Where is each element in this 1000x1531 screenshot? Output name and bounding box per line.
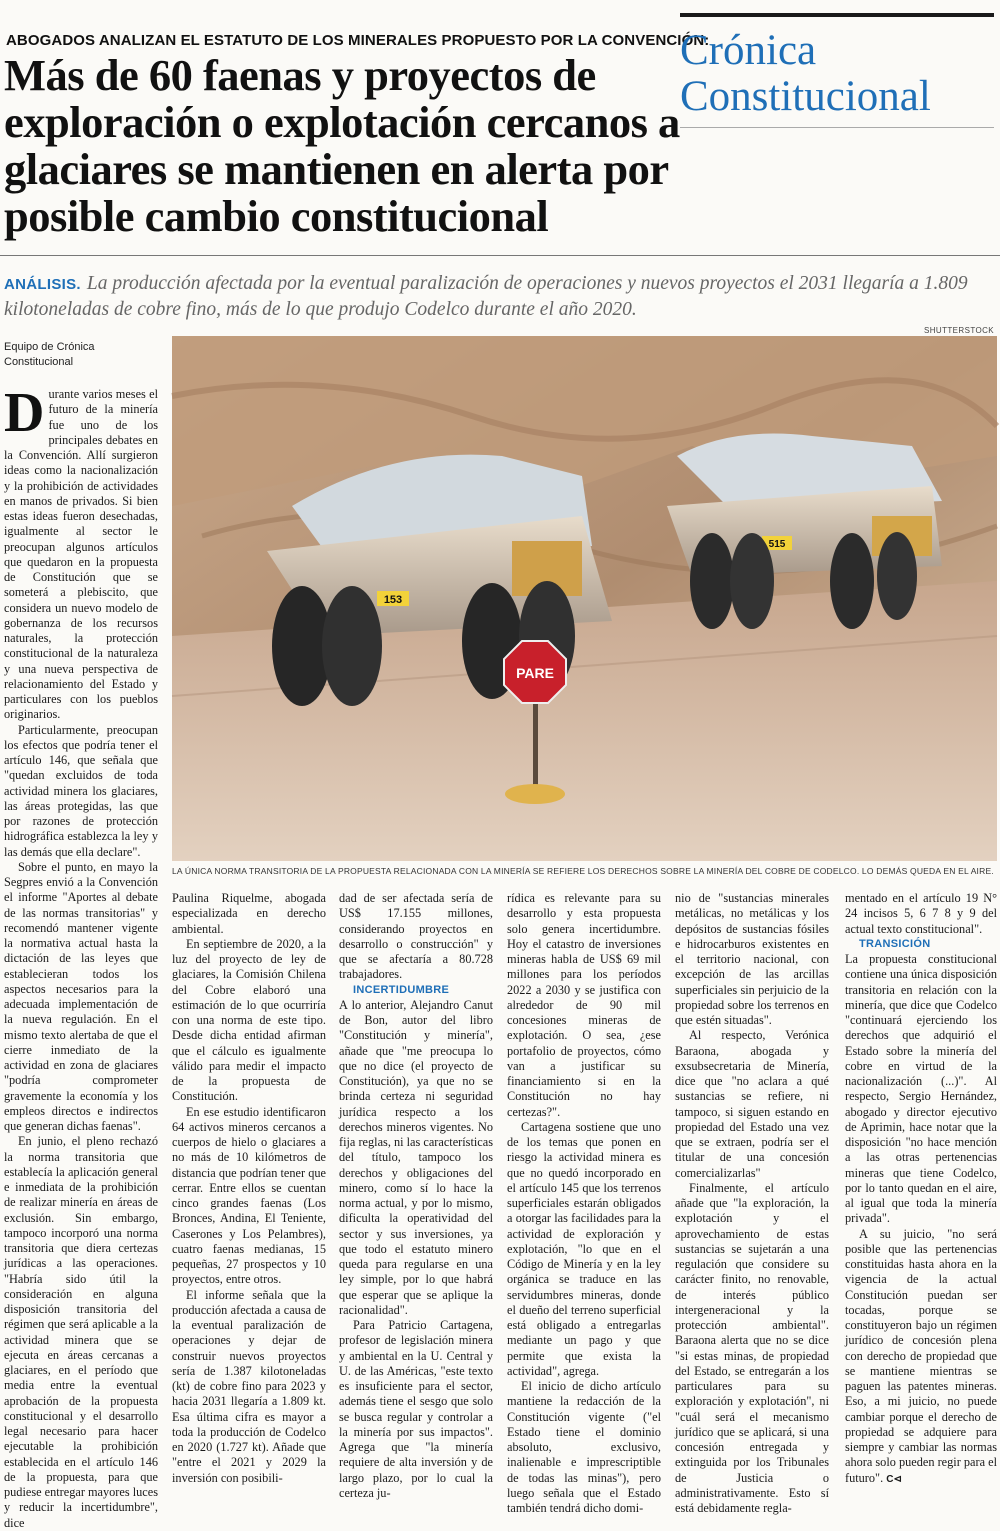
paragraph: Durante varios meses el futuro de la minería fue uno de los principales debates en la Convención. Allí surgieron ideas como la nacionalización y la prohibición de actividades en manos de privados. Si bien estas ideas fueron desechadas, igualmente al sector le preocupan algunos artículos que quedaron en la propuesta de Constitución que se someterá a plebiscito, que considera un nuevo modelo de gobernanza de los recursos naturales, la protección constitucional de la naturaleza y una nueva perspectiva de relacionamiento del Estado y particulares con los pueblos originarios. bbox=[4, 382, 158, 722]
paragraph: Paulina Riquelme, abogada especializada en derecho ambiental. bbox=[172, 891, 326, 936]
mining-trucks-photo bbox=[172, 336, 997, 861]
paragraph: Finalmente, el artículo añade que "la exploración, la explotación y el aprovechamiento de estas sustancias se sujetarán a una regulación que considere su carácter finito, no renovable, de interés público intergeneracional y la protección ambiental". Baraona alerta que no se dice "si estas minas, de propiedad del Estado, se entregarán a los particulares para su exploración y explotación", ni "cuál será el mecanismo jurídico que se aplicará, si una concesión entregada y extinguida por los Tribunales de Justicia o administrativamente. Esto sí está debidamente regla- bbox=[675, 1180, 829, 1515]
subhead-transicion: TRANSICIÓN bbox=[859, 937, 931, 950]
byline-line1: Equipo de Crónica bbox=[4, 341, 95, 353]
dropcap: D bbox=[4, 382, 45, 444]
section-rule-bottom bbox=[680, 127, 994, 128]
byline-line2: Constitucional bbox=[4, 356, 74, 368]
end-mark: C⊲ bbox=[886, 1473, 902, 1485]
paragraph: nio de "sustancias minerales metálicas, no metálicas y los depósitos de sustancias fósiles e hidrocarburos existentes en el territorio nacional, con excepción de las arcillas superficiales sin perjuicio de la propiedad sobre los terrenos en que estén situadas". bbox=[675, 891, 829, 1027]
body-column-6 bbox=[845, 891, 997, 1485]
paragraph: El inicio de dicho artículo mantiene la redacción de la Constitución vigente ("el Estado tiene el dominio absoluto, exclusivo, inalienable e imprescriptible de todas las minas"), pero luego señala que el Estado también tendrá dicho domi- bbox=[507, 1379, 661, 1515]
byline bbox=[4, 340, 164, 370]
paragraph: A lo anterior, Alejandro Canut de Bon, autor del libro "Constitución y minería", añade que "me preocupa lo que no dice (el proyecto de Constitución), ya que no se brinda certeza ni seguridad jurídica respecto a los derechos mineros vigentes. No fija reglas, ni las características del título, tampoco los derechos y obligaciones del minero, como sí lo hace la norma actual, y por lo mismo, dificulta la operatividad del sector y sus inversiones, ya que todo el estatuto minero queda para regularse en una ley simple, por lo que habrá que esperar que se aplique la racionalidad". bbox=[339, 997, 493, 1317]
paragraph: Particularmente, preocupan los efectos que podría tener el artículo 146, que señala que "quedan excluidos de toda actividad minera los glaciares, las áreas protegidas, las que por razones de protección hidrográfica establezca la ley y las demás que ella declare". bbox=[4, 722, 158, 859]
deck bbox=[4, 271, 994, 322]
section-title-line1: Crónica bbox=[680, 27, 817, 74]
paragraph: Para Patricio Cartagena, profesor de legislación minera y ambiental en la U. Central y U. de las Américas, "este texto es insuficiente para el sector, además tiene el sesgo que solo se busca regular y controlar a la minería por sus impactos". Agrega que "la minería requiere de alta inversión y de largo plazo, por lo cual la certeza ju- bbox=[339, 1318, 493, 1500]
paragraph: La propuesta constitucional contiene una única disposición transitoria en relación con la minería, que dice que Codelco "continuará ejerciendo los derechos que adquirió el Estado sobre la minería del cobre en virtud de la nacionalización (...)". Al respecto, Sergio Hernández, abogado y director ejecutivo de Aprimin, hace notar que la disposición "no hace mención a las otras pertenencias mineras que tiene Codelco, por lo tanto quedan en el aire, al igual que toda la minería privada". bbox=[845, 952, 997, 1226]
paragraph: dad de ser afectada sería de US$ 17.155 millones, considerando proyectos en desarrollo o construcción" y que se afectaría a 80.728 trabajadores. bbox=[339, 891, 493, 982]
photo-caption: LA ÚNICA NORMA TRANSITORIA DE LA PROPUESTA RELACIONADA CON LA MINERÍA SE REFIERE LOS DERECHOS SOBRE LA MINERÍA DEL COBRE DE CODELCO. LO DEMÁS QUEDA EN EL AIRE. bbox=[172, 866, 994, 876]
paragraph: El informe señala que la producción afectada a causa de la eventual paralización de operaciones y dejar de construir nuevos proyectos sería de 1.387 kilotoneladas (kt) de cobre fino para 2023 y hacia 2031 llegaría a 1.809 kt. Esa última cifra es mayor a toda la producción de Codelco en 2020 (1.727 kt). Añade que "entre el 2021 y 2029 la inversión con posibili- bbox=[172, 1287, 326, 1485]
paragraph: mentado en el artículo 19 N° 24 incisos 5, 6 7 8 y 9 del actual texto constitucional". bbox=[845, 891, 997, 936]
photo-credit: SHUTTERSTOCK bbox=[924, 326, 994, 335]
deck-text: La producción afectada por la eventual paralización de operaciones y nuevos proyectos el 2031 llegaría a 1.809 kilotoneladas de cobre fino, más de lo que produjo Codelco durante el año 2020. bbox=[4, 273, 968, 320]
subhead-incertidumbre: INCERTIDUMBRE bbox=[353, 983, 450, 996]
section-title bbox=[680, 28, 996, 120]
paragraph: Sobre el punto, en mayo la Segpres envió a la Convención el informe "Aportes al debate de las normas transitorias" y recomendó mantener vigente la normativa actual hasta la dictación de las leyes que establecieran todos los aspectos necesarios para la adecuada implementación de la nueva regulación. En el mismo texto alertaba de que el cierre inmediato de la actividad en zona de glaciares "podría comprometer gravemente la economía y los empleos directos e indirectos que generan dichas faenas". bbox=[4, 859, 158, 1133]
paragraph: En junio, el pleno rechazó la norma transitoria que establecía la aplicación general e inmediata de la prohibición de realizar minería en áreas de exclusión. Sin embargo, tampoco incorporó una norma transitoria que diera certezas jurídicas a las operaciones. "Habría sido útil la consideración en alguna disposición transitoria del régimen que será aplicable a la actividad minera que se ejecuta en áreas cercanas a glaciares, en el período que media entre la eventual aprobación de la propuesta constitucional y el desarrollo legal necesario para hacer ejecutable la prohibición establecida en el artículo 146 de la propuesta, para que pudiese entregar mayores luces y reducir la incertidumbre", dice bbox=[4, 1134, 158, 1530]
stop-sign-text: PARE bbox=[516, 665, 554, 681]
headline-divider bbox=[0, 255, 1000, 256]
paragraph: En septiembre de 2020, a la luz del proyecto de ley de glaciares, la Comisión Chilena del Cobre elaboró una estimación de lo que ocurriría con una norma de este tipo. Desde dicha entidad afirman que el cálculo es igualmente válido para medir el impacto de la propuesta de Constitución. bbox=[172, 936, 326, 1104]
paragraph: En ese estudio identificaron 64 activos mineros cercanos a cuerpos de hielo o glaciares a no más de 10 kilómetros de distancia que podrían tener que cerrar. Entre ellos se cuentan cinco grandes faenas (Los Bronces, Andina, El Teniente, Caserones y Los Pelambres), cuatro faenas medianas, 15 pequeñas, 27 prospectos y 10 proyectos, entre otros. bbox=[172, 1104, 326, 1287]
headline: Más de 60 faenas y proyectos de exploración o explotación cercanos a glaciares se mantienen en alerta por posible cambio constitucional bbox=[4, 50, 680, 241]
photo-illustration bbox=[172, 336, 997, 861]
body-column-2 bbox=[172, 891, 326, 1485]
kicker: ABOGADOS ANALIZAN EL ESTATUTO DE LOS MINERALES PROPUESTO POR LA CONVENCIÓN: bbox=[6, 32, 710, 49]
body-column-4 bbox=[507, 891, 661, 1515]
section-title-line2: Constitucional bbox=[680, 73, 931, 120]
paragraph: Al respecto, Verónica Baraona, abogada y exsubsecretaria de Minería, dice que "no aclara a qué sustancias se refiere, ni tampoco, si siguen estando en propiedad del Estado una vez que se extraen, podría ser el titular de una concesión comercializarlas" bbox=[675, 1028, 829, 1180]
body-column-5 bbox=[675, 891, 829, 1515]
paragraph: A su juicio, "no será posible que las pertenencias constituidas hasta ahora en la vigencia de la actual Constitución puedan ser tocadas, porque se constituyeron bajo un régimen jurídico de concesión plena con derecho de propiedad que se mantiene mientras se paguen las patentes mineras. Eso, a mi juicio, no puede cambiar porque el derecho de propiedad se adquiere para siempre y cambiar las normas ahora solo pueden regir para el futuro". C⊲ bbox=[845, 1226, 997, 1485]
deck-tag: ANÁLISIS. bbox=[4, 276, 81, 293]
body-column-1 bbox=[4, 382, 158, 1530]
section-rule-top bbox=[680, 13, 994, 17]
body-column-3 bbox=[339, 891, 493, 1500]
paragraph: rídica es relevante para su desarrollo y esta propuesta solo genera incertidumbre. Hoy el catastro de inversiones mineras habla de US$ 69 mil millones para los períodos 2022 a 2030 y se justifica con alrededor de 90 mil concesiones mineras de explotación. O sea, ¿ese portafolio de proyectos, cómo van a justificar su financiamiento si en la Constitución no hay certezas?". bbox=[507, 891, 661, 1119]
truck-back-number: 515 bbox=[768, 539, 786, 550]
truck-front-number: 153 bbox=[383, 594, 403, 606]
paragraph: Cartagena sostiene que uno de los temas que ponen en riesgo la actividad minera es que no quedó incorporado en el artículo 145 que los terrenos superficiales estarán obligados a otorgar las facilidades para la actividad de exploración y explotación, "lo que en el Código de Minería y en la ley orgánica se traduce en las servidumbres mineras, donde el dueño del terreno superficial está obligado a entregarlas mediante un pago y que permite que exista la actividad", agrega. bbox=[507, 1119, 661, 1378]
